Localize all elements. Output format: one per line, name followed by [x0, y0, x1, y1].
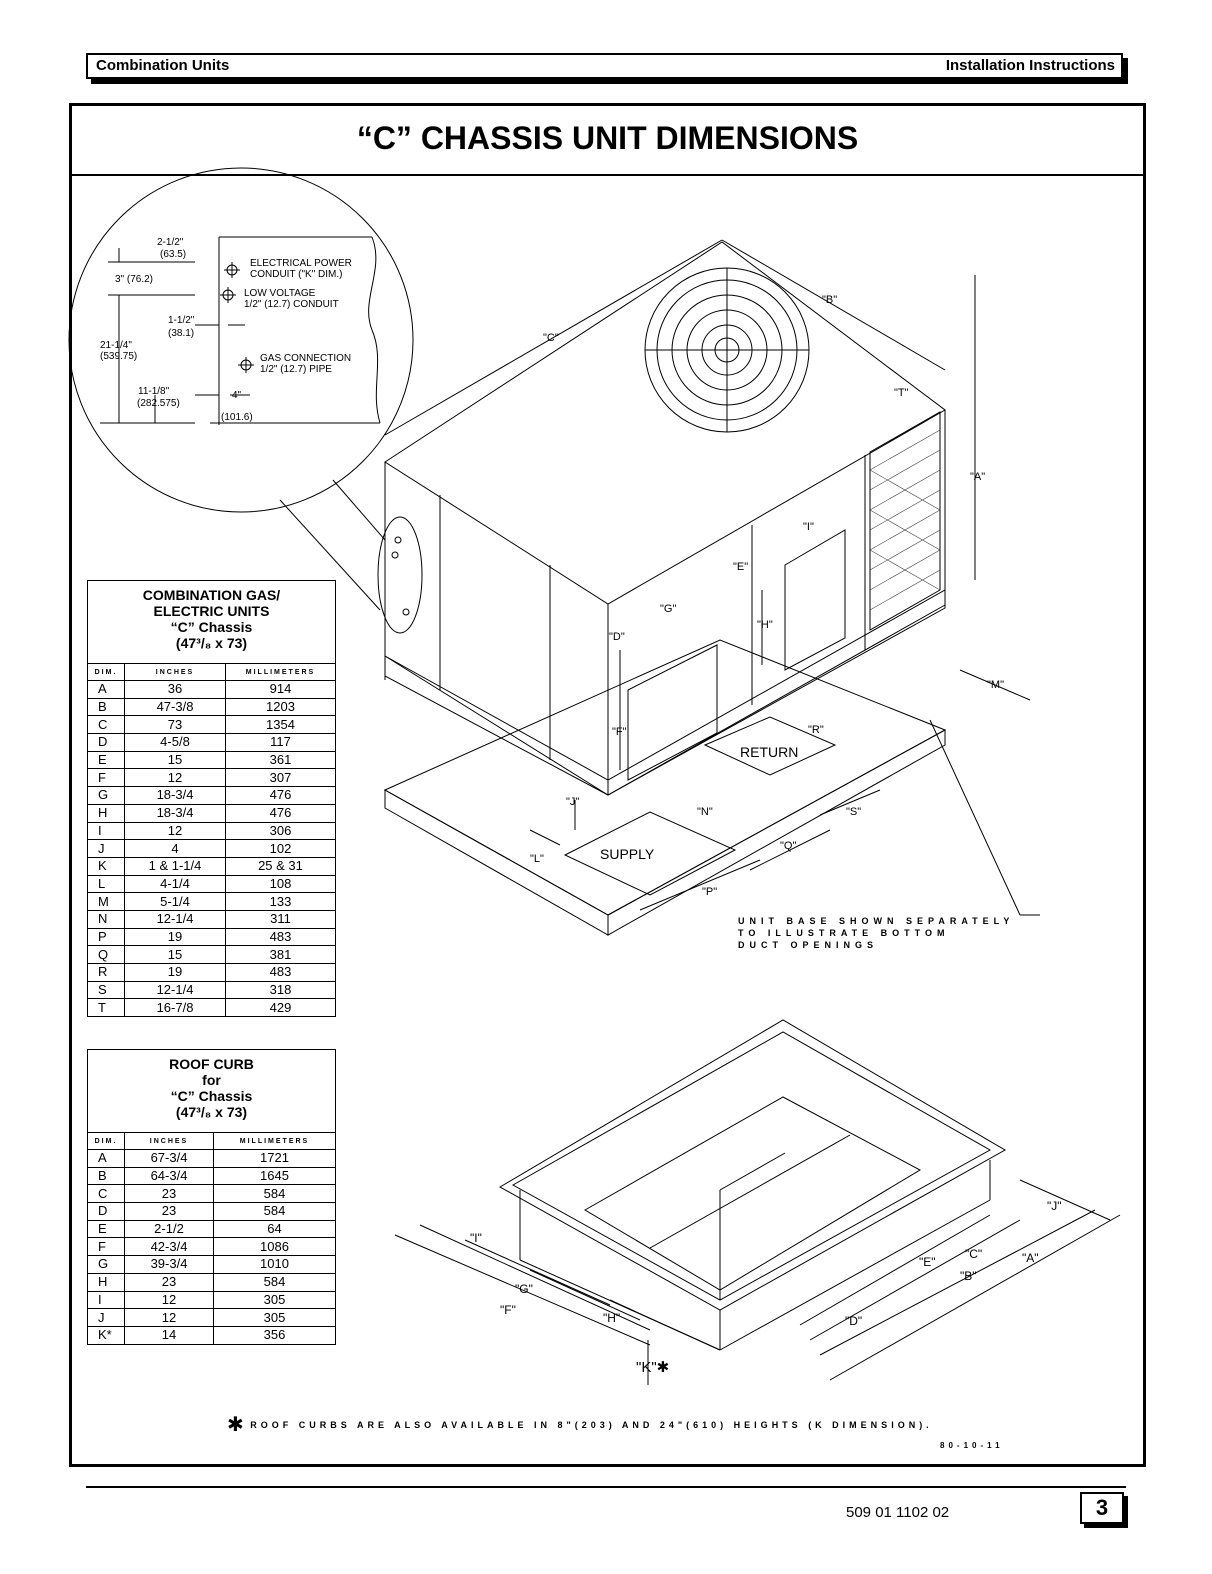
- inches-cell: 14: [125, 1326, 214, 1343]
- inches-cell: 4: [125, 840, 226, 858]
- table-row: [88, 1185, 335, 1203]
- table-header-row: DIM. INCHES MILLIMETERS: [88, 1133, 335, 1150]
- curb-dim-g: "G": [515, 1282, 533, 1296]
- mm-cell: 311: [226, 910, 336, 928]
- dim-a: "A": [970, 471, 986, 483]
- roof-curb-table: [87, 1049, 336, 1345]
- mm-cell: 117: [226, 734, 336, 752]
- dim-cell: I: [88, 1291, 125, 1309]
- mm-cell: 305: [214, 1291, 336, 1309]
- header-doc-type: Installation Instructions: [945, 57, 1115, 74]
- svg-text:1/2" (12.7) PIPE: 1/2" (12.7) PIPE: [260, 364, 332, 375]
- mm-cell: 25 & 31: [226, 857, 336, 875]
- inches-cell: 23: [125, 1185, 214, 1203]
- dim-cell: H: [88, 1273, 125, 1291]
- mm-cell: 1203: [226, 698, 336, 716]
- svg-text:DUCT OPENINGS: DUCT OPENINGS: [738, 940, 879, 950]
- dim-i: "I": [803, 521, 814, 533]
- table-caption: COMBINATION GAS/ ELECTRIC UNITS “C” Chassis (47³/₈ x 73): [88, 581, 335, 664]
- table-row: [88, 946, 335, 964]
- table-row: [88, 1326, 335, 1343]
- dim-e: "E": [733, 561, 749, 573]
- table-row: [88, 840, 335, 858]
- return-label: RETURN: [740, 744, 799, 760]
- page-title: “C” CHASSIS UNIT DIMENSIONS: [356, 120, 859, 156]
- svg-text:CONDUIT ("K" DIM.): CONDUIT ("K" DIM.): [250, 269, 343, 280]
- roof-curb-opening: [585, 1097, 920, 1290]
- dim-cell: J: [88, 1309, 125, 1327]
- mm-cell: 584: [214, 1273, 336, 1291]
- mm-cell: 584: [214, 1203, 336, 1221]
- svg-text:(101.6): (101.6): [221, 412, 253, 423]
- inches-cell: 15: [125, 751, 226, 769]
- inches-cell: 36: [125, 681, 226, 699]
- combination-units-table: [87, 580, 336, 1017]
- dim-cell: A: [88, 1150, 125, 1168]
- inches-cell: 5-1/4: [125, 893, 226, 911]
- table-row: [88, 1167, 335, 1185]
- mm-cell: 307: [226, 769, 336, 787]
- base-note-line1: UNIT BASE SHOWN SEPARATELY: [738, 916, 1015, 926]
- mm-cell: 318: [226, 981, 336, 999]
- curb-dim-a: "A": [1022, 1251, 1039, 1265]
- table-row: [88, 769, 335, 787]
- svg-text:(63.5): (63.5): [160, 249, 187, 260]
- dim-d: "D": [609, 631, 625, 643]
- inches-cell: 42-3/4: [125, 1238, 214, 1256]
- dim-l: "L": [530, 853, 544, 865]
- table-row: [88, 751, 335, 769]
- detail-dim-3: 3" (76.2): [115, 274, 154, 285]
- callout-electrical: ELECTRICAL POWER: [250, 258, 352, 269]
- dim-cell: Q: [88, 946, 125, 964]
- dim-cell: N: [88, 910, 125, 928]
- dim-cell: K*: [88, 1326, 125, 1343]
- table-row: [88, 822, 335, 840]
- footer-rule: [86, 1486, 1126, 1488]
- inches-cell: 12: [125, 1291, 214, 1309]
- svg-text:1/2" (12.7) CONDUIT: 1/2" (12.7) CONDUIT: [244, 299, 339, 310]
- mm-cell: 306: [226, 822, 336, 840]
- dim-j: "J": [566, 796, 580, 808]
- table-row: [88, 875, 335, 893]
- table-row: [88, 1220, 335, 1238]
- dim-cell: T: [88, 999, 125, 1016]
- detail-dim-2-1-2: 2-1/2": [157, 237, 184, 248]
- table-row: [88, 893, 335, 911]
- inches-cell: 4-1/4: [125, 875, 226, 893]
- table-row: [88, 1273, 335, 1291]
- curb-dim-b: "B": [960, 1269, 977, 1283]
- mm-cell: 483: [226, 928, 336, 946]
- condenser-coil: [870, 412, 940, 630]
- inches-cell: 4-5/8: [125, 734, 226, 752]
- detail-dim-11-1-8: 11-1/8": [138, 386, 170, 397]
- inches-cell: 2-1/2: [125, 1220, 214, 1238]
- mm-cell: 102: [226, 840, 336, 858]
- detail-dim-1-1-2: 1-1/2": [168, 315, 195, 326]
- callout-gas: GAS CONNECTION: [260, 353, 352, 364]
- table-row: [88, 1203, 335, 1221]
- dim-n: "N": [697, 806, 713, 818]
- dim-b: "B": [822, 294, 838, 306]
- mm-cell: 356: [263, 1327, 286, 1343]
- curb-dim-h: "H": [603, 1311, 621, 1325]
- document-number: 509 01 1102 02: [846, 1504, 950, 1521]
- inches-cell: 12: [125, 822, 226, 840]
- dim-cell: P: [88, 928, 125, 946]
- mm-cell: 305: [214, 1309, 336, 1327]
- table-row: [88, 910, 335, 928]
- curb-dim-k: "K"✱: [636, 1359, 670, 1376]
- dim-m: "M": [987, 679, 1004, 691]
- header-section-title: Combination Units: [96, 57, 230, 74]
- dim-c: "C": [543, 332, 559, 344]
- dim-cell: D: [88, 1203, 125, 1221]
- mm-cell: 476: [226, 787, 336, 805]
- supply-label: SUPPLY: [600, 846, 655, 862]
- dim-cell: B: [88, 698, 125, 716]
- table-row: [88, 857, 335, 875]
- mm-cell: 64: [214, 1220, 336, 1238]
- roof-curb-footnote: ✱ ROOF CURBS ARE ALSO AVAILABLE IN 8"(203) AND 24"(610) HEIGHTS (K DIMENSION).: [227, 1414, 933, 1436]
- dim-h: "H": [757, 619, 773, 631]
- table-row: [88, 734, 335, 752]
- table-row: [88, 928, 335, 946]
- dim-cell: D: [88, 734, 125, 752]
- table-header-row: DIM. INCHES MILLIMETERS: [88, 664, 335, 681]
- dim-cell: E: [88, 751, 125, 769]
- dim-cell: I: [88, 822, 125, 840]
- dim-f: "F": [612, 726, 627, 738]
- dim-cell: R: [88, 964, 125, 982]
- inches-cell: 64-3/4: [125, 1167, 214, 1185]
- table-row: [88, 1256, 335, 1274]
- mm-cell: 584: [214, 1185, 336, 1203]
- dim-cell: C: [88, 716, 125, 734]
- inches-cell: 67-3/4: [125, 1150, 214, 1168]
- mm-cell: 361: [226, 751, 336, 769]
- inches-cell: 23: [125, 1203, 214, 1221]
- detail-dim-21-1-4: 21-1/4": [100, 340, 132, 351]
- mm-cell: 483: [226, 964, 336, 982]
- inches-cell: 15: [125, 946, 226, 964]
- table-row: [88, 1238, 335, 1256]
- mm-cell: 108: [226, 875, 336, 893]
- curb-dim-c: "C": [965, 1247, 983, 1261]
- table-caption: ROOF CURB for “C” Chassis (47³/₈ x 73): [88, 1050, 335, 1133]
- inches-cell: 18-3/4: [125, 787, 226, 805]
- dim-cell: G: [88, 787, 125, 805]
- return-opening-side: [785, 530, 845, 670]
- dim-r: "R": [808, 724, 824, 736]
- page-number: 3: [1080, 1492, 1124, 1524]
- curb-dim-j: "J": [1047, 1199, 1062, 1213]
- dim-cell: G: [88, 1256, 125, 1274]
- mm-cell: 1010: [214, 1256, 336, 1274]
- mm-cell: 1354: [226, 716, 336, 734]
- table-row: [88, 999, 335, 1016]
- inches-cell: 39-3/4: [125, 1256, 214, 1274]
- mm-cell: 1086: [214, 1238, 336, 1256]
- mm-cell: 914: [226, 681, 336, 699]
- dim-s: "S": [846, 806, 862, 818]
- dim-cell: A: [88, 681, 125, 699]
- callout-low-voltage: LOW VOLTAGE: [244, 288, 316, 299]
- dim-g: "G": [660, 603, 677, 615]
- inches-cell: 18-3/4: [125, 804, 226, 822]
- curb-dim-i: "I": [470, 1231, 482, 1245]
- inches-cell: 16-7/8: [125, 999, 226, 1016]
- dim-cell: J: [88, 840, 125, 858]
- dim-q: "Q": [780, 840, 797, 852]
- inches-cell: 23: [125, 1273, 214, 1291]
- mm-cell: 1645: [214, 1167, 336, 1185]
- dim-cell: B: [88, 1167, 125, 1185]
- table-row: [88, 716, 335, 734]
- curb-dim-d: "D": [845, 1314, 863, 1328]
- inches-cell: 12: [125, 1309, 214, 1327]
- curb-dim-e: "E": [919, 1255, 936, 1269]
- svg-text:(282.575): (282.575): [137, 398, 180, 409]
- dim-cell: F: [88, 1238, 125, 1256]
- mm-cell: 429: [269, 999, 292, 1015]
- inches-cell: 73: [125, 716, 226, 734]
- dim-cell: K: [88, 857, 125, 875]
- unit-base: [385, 640, 945, 915]
- dim-cell: E: [88, 1220, 125, 1238]
- dim-cell: S: [88, 981, 125, 999]
- drawing-code: 80-10-11: [940, 1441, 1004, 1450]
- dim-cell: C: [88, 1185, 125, 1203]
- svg-text:(539.75): (539.75): [100, 351, 138, 362]
- table-row: [88, 681, 335, 699]
- table-row: [88, 787, 335, 805]
- mm-cell: 476: [226, 804, 336, 822]
- table-row: [88, 1150, 335, 1168]
- inches-cell: 1 & 1-1/4: [125, 857, 226, 875]
- inches-cell: 12-1/4: [125, 910, 226, 928]
- table-row: [88, 964, 335, 982]
- detail-dim-4: 4": [232, 390, 242, 401]
- table-row: [88, 698, 335, 716]
- table-row: [88, 1291, 335, 1309]
- mm-cell: 381: [226, 946, 336, 964]
- curb-dim-f: "F": [500, 1303, 516, 1317]
- dim-cell: M: [88, 893, 125, 911]
- dim-cell: H: [88, 804, 125, 822]
- inches-cell: 12: [125, 769, 226, 787]
- svg-text:TO ILLUSTRATE BOTTOM: TO ILLUSTRATE BOTTOM: [738, 928, 950, 938]
- dim-cell: F: [88, 769, 125, 787]
- inches-cell: 47-3/8: [125, 698, 226, 716]
- inches-cell: 19: [125, 928, 226, 946]
- mm-cell: 1721: [214, 1150, 336, 1168]
- table-row: [88, 1309, 335, 1327]
- table-row: [88, 804, 335, 822]
- dim-p: "P": [702, 886, 718, 898]
- inches-cell: 19: [125, 964, 226, 982]
- svg-text:(38.1): (38.1): [168, 328, 195, 339]
- dim-t: "T": [894, 387, 909, 399]
- table-row: [88, 981, 335, 999]
- inches-cell: 12-1/4: [125, 981, 226, 999]
- asterisk-icon: ✱: [227, 1414, 244, 1436]
- dim-cell: L: [88, 875, 125, 893]
- mm-cell: 133: [226, 893, 336, 911]
